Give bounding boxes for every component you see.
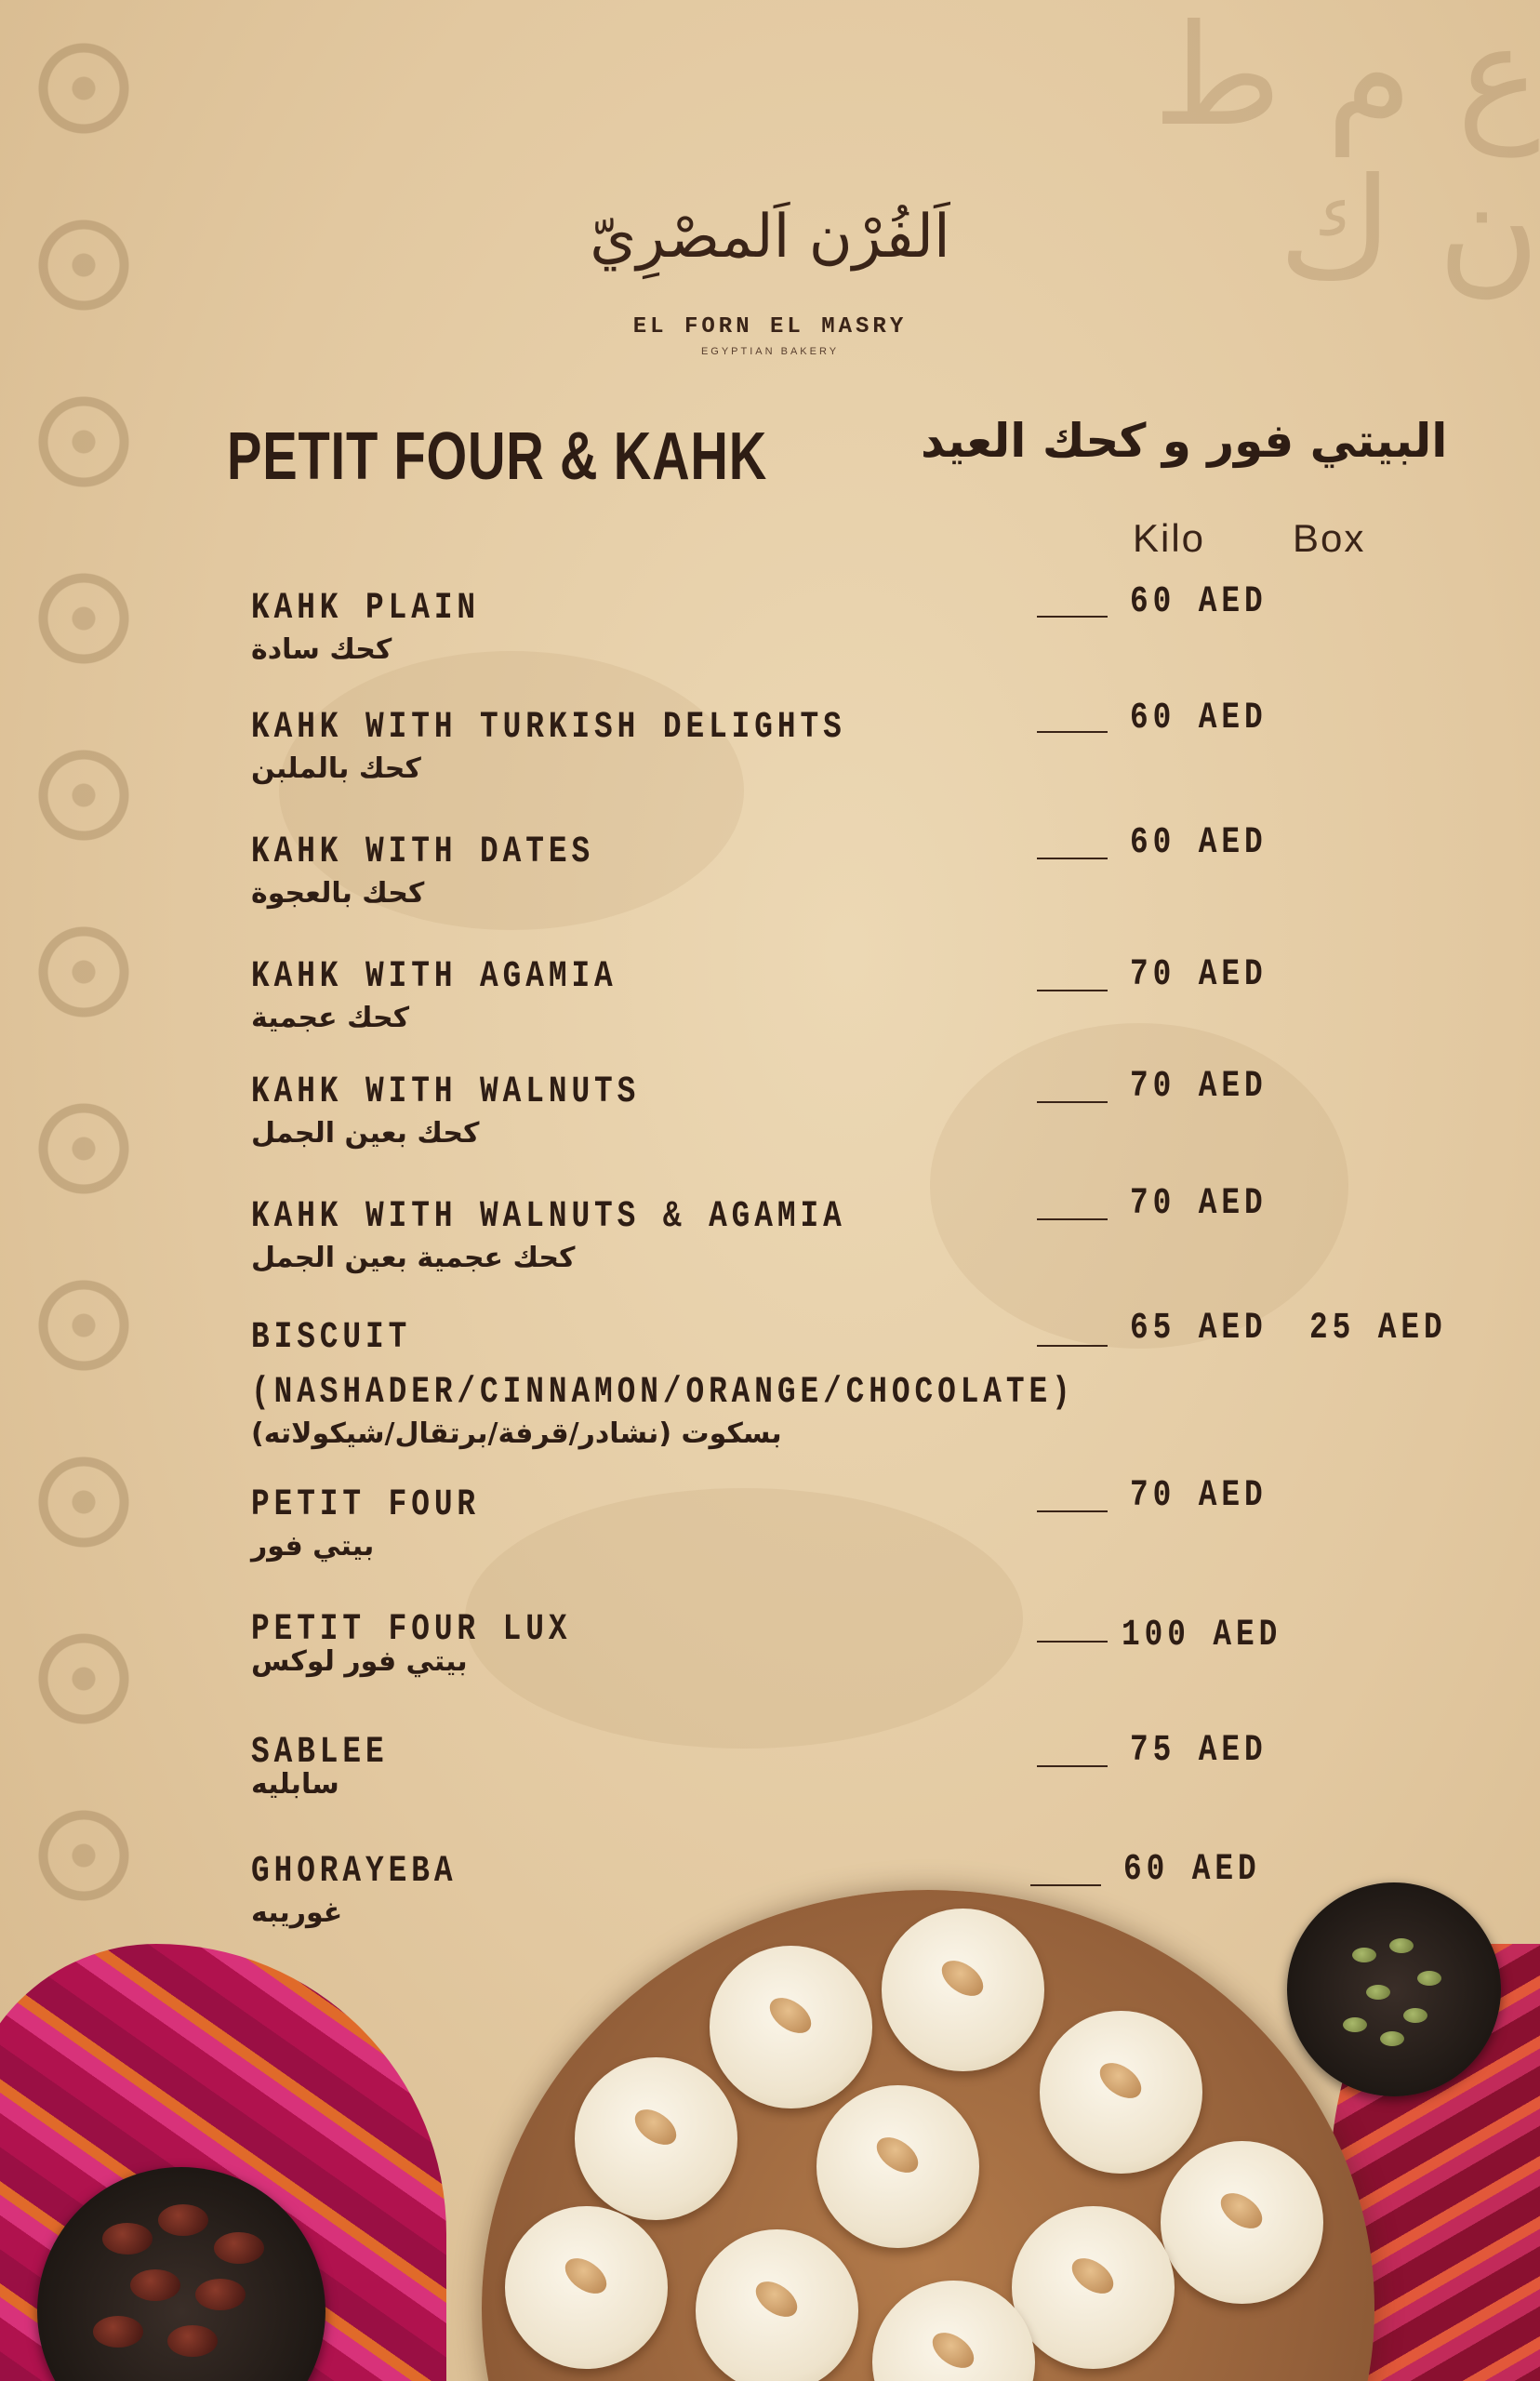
- item-price-kilo: 70 AED: [1130, 1183, 1268, 1225]
- item-price-kilo: 65 AED: [1130, 1308, 1268, 1350]
- item-name-arabic: سابليه: [251, 1768, 339, 1801]
- item-price-kilo: 60 AED: [1123, 1849, 1261, 1891]
- section-title-arabic: البيتي فور و كحك العيد: [921, 414, 1448, 468]
- item-name-english: KAHK WITH WALNUTS & AGAMIA: [251, 1196, 846, 1238]
- ghorayeba-cookie: [816, 2085, 979, 2248]
- menu-item: [251, 588, 530, 666]
- price-leader-line: [1037, 1765, 1108, 1767]
- item-name-english: KAHK WITH TURKISH DELIGHTS: [251, 707, 846, 749]
- item-name-arabic: كحك بالعجوة: [251, 877, 425, 910]
- item-price-kilo: 60 AED: [1130, 581, 1268, 623]
- item-price-kilo: 70 AED: [1130, 954, 1268, 996]
- item-name-arabic: كحك بالملبن: [251, 752, 421, 785]
- price-leader-line: [1037, 1641, 1108, 1643]
- item-name-arabic: كحك عجمية: [251, 1002, 410, 1034]
- logo-subtitle: EGYPTIAN BAKERY: [700, 346, 840, 357]
- ghorayeba-cookie: [710, 1946, 872, 2108]
- ghorayeba-cookie: [696, 2229, 858, 2381]
- price-leader-line: [1037, 1345, 1108, 1347]
- item-name-arabic: كحك عجمية بعين الجمل: [251, 1242, 576, 1274]
- item-variants-english: (NASHADER/CINNAMON/ORANGE/CHOCOLATE): [251, 1372, 1075, 1414]
- item-price-kilo: 70 AED: [1130, 1066, 1268, 1108]
- arabic-calligraphy-watermark: ﻉ ﻡ ﻁ ﻥ ﻙ: [1152, 0, 1540, 311]
- item-name-english: BISCUIT: [251, 1317, 412, 1359]
- item-price-kilo: 100 AED: [1122, 1615, 1282, 1656]
- item-name-arabic: بيتي فور: [251, 1530, 375, 1563]
- ghorayeba-cookie: [1012, 2206, 1175, 2369]
- section-title-english: PETIT FOUR & KAHK: [227, 419, 768, 494]
- ornamental-border-pattern: [0, 0, 186, 1981]
- price-leader-line: [1037, 990, 1108, 991]
- price-leader-line: [1037, 858, 1108, 859]
- pistachio-bowl-image: [1287, 1882, 1501, 2096]
- column-header-kilo: Kilo: [1133, 516, 1206, 560]
- ghorayeba-cookie: [575, 2057, 737, 2220]
- item-price-kilo: 60 AED: [1130, 822, 1268, 864]
- ghorayeba-cookie: [505, 2206, 668, 2369]
- ghorayeba-cookie: [1161, 2141, 1323, 2304]
- menu-item: [251, 1196, 976, 1274]
- menu-item: [251, 1317, 1255, 1450]
- item-name-arabic: غوريبه: [251, 1896, 343, 1929]
- cookie-plate-image: [482, 1890, 1374, 2381]
- item-name-english: KAHK WITH WALNUTS: [251, 1071, 641, 1113]
- price-leader-line: [1037, 616, 1108, 618]
- item-name-english: PETIT FOUR LUX: [251, 1609, 572, 1651]
- price-leader-line: [1030, 1884, 1101, 1886]
- ghorayeba-cookie: [872, 2281, 1035, 2381]
- item-price-kilo: 60 AED: [1130, 698, 1268, 739]
- item-name-english: KAHK WITH AGAMIA: [251, 956, 617, 998]
- item-price-kilo: 75 AED: [1130, 1730, 1268, 1772]
- item-name-arabic: بيتي فور لوكس: [251, 1645, 468, 1678]
- item-name-english: KAHK PLAIN: [251, 588, 481, 630]
- menu-item: [251, 956, 697, 1034]
- item-name-arabic: كحك بعين الجمل: [251, 1117, 480, 1150]
- item-name-english: GHORAYEBA: [251, 1851, 458, 1893]
- ghorayeba-cookie: [882, 1909, 1044, 2071]
- menu-item: [251, 1851, 502, 1929]
- item-name-arabic: كحك سادة: [251, 633, 392, 666]
- price-leader-line: [1037, 1101, 1108, 1103]
- price-leader-line: [1037, 1218, 1108, 1220]
- column-header-box: Box: [1293, 516, 1366, 560]
- item-name-english: KAHK WITH DATES: [251, 831, 595, 873]
- item-name-english: PETIT FOUR: [251, 1484, 481, 1526]
- item-price-box: 25 AED: [1309, 1308, 1447, 1350]
- item-name-english: SABLEE: [251, 1732, 389, 1774]
- item-price-kilo: 70 AED: [1130, 1475, 1268, 1517]
- menu-item: [251, 1484, 530, 1563]
- logo-arabic: اَلفُرْن اَلمصْرِيّ: [590, 203, 950, 272]
- menu-item: [251, 1609, 642, 1678]
- logo-english: EL FORN EL MASRY: [632, 314, 908, 339]
- menu-item: [251, 831, 670, 910]
- price-leader-line: [1037, 731, 1108, 733]
- ghorayeba-cookie: [1040, 2011, 1202, 2174]
- menu-item: [251, 707, 976, 785]
- item-name-arabic: بسكوت (نشادر/قرفة/برتقال/شيكولاته): [251, 1417, 782, 1450]
- menu-item: [251, 1071, 725, 1150]
- menu-item: [251, 1732, 418, 1801]
- price-leader-line: [1037, 1510, 1108, 1512]
